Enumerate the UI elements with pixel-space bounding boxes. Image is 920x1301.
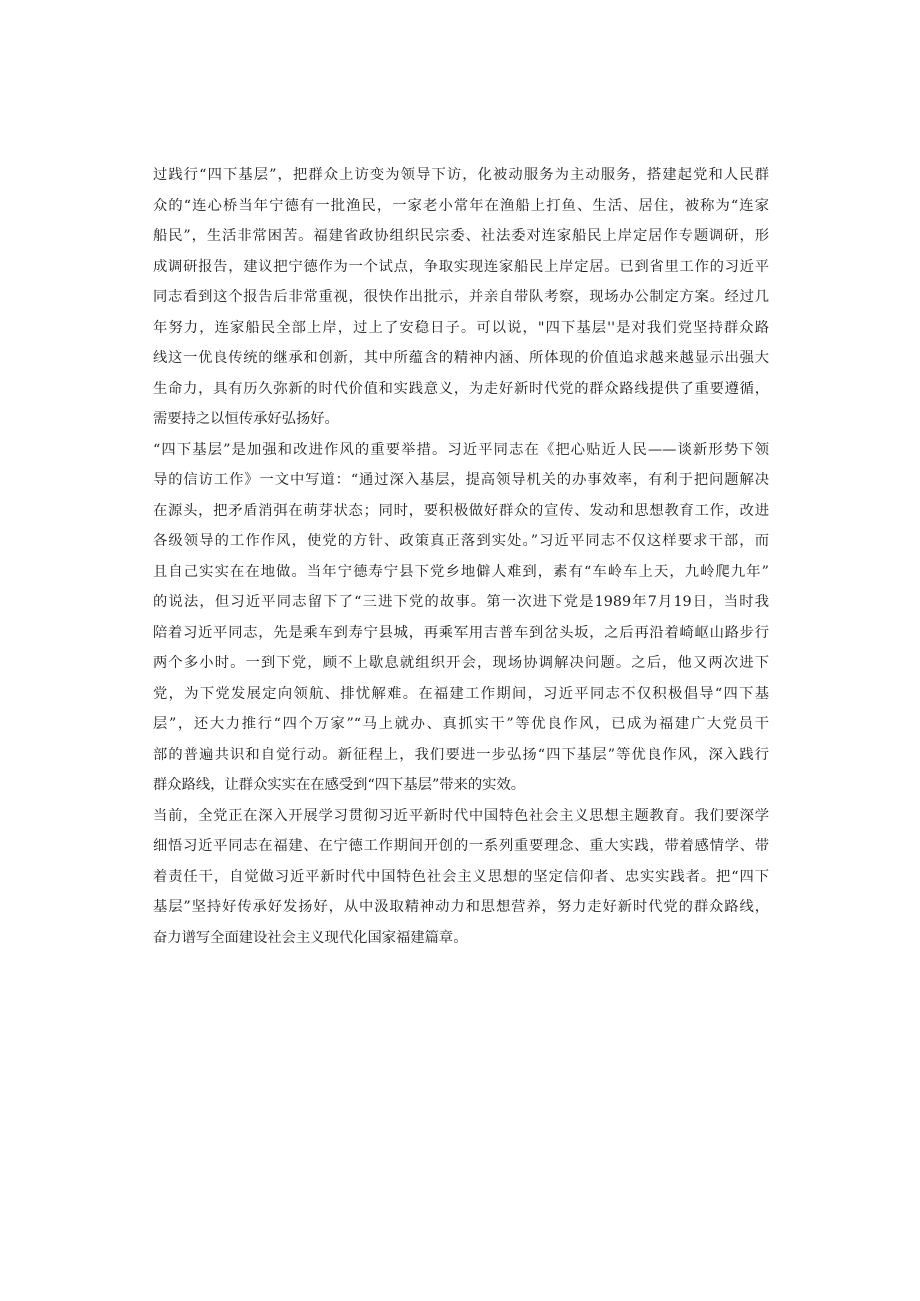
- text-line: 当前，全党正在深入开展学习贯彻习近平新时代中国特色社会主义思想主题教育。我们要深学: [153, 807, 769, 824]
- text-line: 同志看到这个报告后非常重视，很快作出批示，并亲自带队考察，现场办公制定方案。经过几: [153, 289, 769, 305]
- text-line: 众的“连心桥当年宁德有一批渔民，一家老小常年在渔船上打鱼、生活、居住，被称为“连家: [153, 197, 769, 214]
- paragraph-1: [153, 160, 769, 435]
- document-body: [153, 160, 769, 953]
- text-line: 在源头，把矛盾消弭在萌芽状态；同时，要积极做好群众的宣传、发动和思想教育工作，改进: [153, 502, 769, 519]
- text-line: 基层”坚持好传承好发扬好，从中汲取精神动力和思想营养，努力走好新时代党的群众路线，: [153, 899, 769, 915]
- text-line: 各级领导的工作作风，使党的方针、政策真正落到实处。”习近平同志不仅这样要求干部，而: [153, 533, 769, 549]
- paragraph-3: [153, 801, 769, 954]
- text-line: 导的信访工作》一文中写道：“通过深入基层，提高领导机关的办事效率，有利于把问题解决: [153, 472, 769, 488]
- text-line: 细悟习近平同志在福建、在宁德工作期间开创的一系列重要理念、重大实践，带着感情学、带: [153, 838, 769, 854]
- text-line: 群众路线，让群众实实在在感受到“四下基层”带来的实效。: [153, 777, 526, 793]
- text-line: 生命力，具有历久弥新的时代价值和实践意义，为走好新时代党的群众路线提供了重要遵循，: [153, 380, 769, 397]
- text-line: 着责任干，自觉做习近平新时代中国特色社会主义思想的坚定信仰者、忠实实践者。把“四下: [153, 868, 769, 885]
- text-line: 奋力谱写全面建设社会主义现代化国家福建篇章。: [153, 929, 468, 946]
- text-line: 需要持之以恒传承好弘扬好。: [153, 411, 339, 427]
- text-line: 的说法，但习近平同志留下了“三进下党的故事。第一次进下党是1989年7月19日，当时我: [153, 594, 769, 610]
- text-line: 且自己实实在在地做。当年宁德寿宁县下党乡地僻人难到，素有“车岭车上天，九岭爬九年”: [153, 563, 769, 580]
- text-line: “四下基层”是加强和改进作风的重要举措。习近平同志在《把心贴近人民——谈新形势下领: [153, 441, 769, 458]
- text-line: 成调研报告，建议把宁德作为一个试点，争取实现连家船民上岸定居。已到省里工作的习近平: [153, 258, 769, 275]
- text-line: 年努力，连家船民全部上岸，过上了安稳日子。可以说，"四下基层''是对我们党坚持群众路: [153, 319, 769, 336]
- text-line: 层”，还大力推行“四个万家”“马上就办、真抓实干”等优良作风，已成为福建广大党员干: [153, 716, 769, 732]
- text-line: 陪着习近平同志，先是乘车到寿宁县城，再乘军用吉普车到岔头坂，之后再沿着崎岖山路步行: [153, 624, 769, 641]
- text-line: 党，为下党发展定向领航、排忧解难。在福建工作期间，习近平同志不仅积极倡导“四下基: [153, 685, 769, 702]
- text-line: 过践行“四下基层”，把群众上访变为领导下访，化被动服务为主动服务，搭建起党和人民群: [153, 167, 769, 183]
- text-line: 部的普遍共识和自觉行动。新征程上，我们要进一步弘扬“四下基层”等优良作风，深入践行: [153, 746, 769, 763]
- text-line: 线这一优良传统的继承和创新，其中所蕴含的精神内涵、所体现的价值追求越来越显示出强大: [153, 350, 769, 366]
- text-line: 船民”，生活非常困苦。福建省政协组织民宗委、社法委对连家船民上岸定居作专题调研，形: [153, 228, 769, 244]
- text-line: 两个多小时。一到下党，顾不上歇息就组织开会，现场协调解决问题。之后，他又两次进下: [153, 655, 769, 671]
- paragraph-2: [153, 435, 769, 801]
